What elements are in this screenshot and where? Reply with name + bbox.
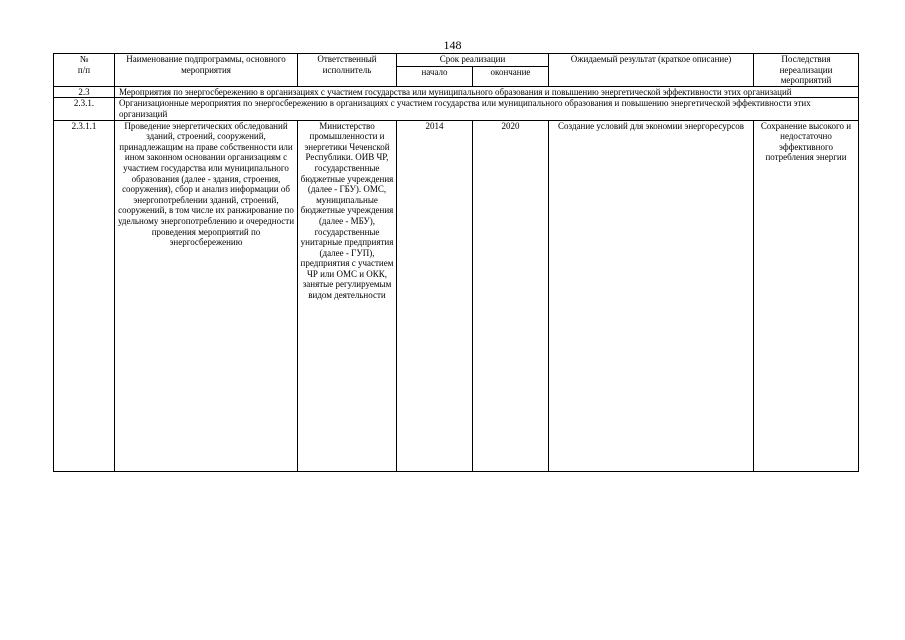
section-title: Мероприятия по энергосбережению в организациях с участием государства или муниципального образования и повышению энергетической эффективности этих организаций <box>115 86 859 98</box>
header-name: Наименование подпрограммы, основного мероприятия <box>115 54 298 87</box>
row-number: 2.3.1.1 <box>54 120 115 471</box>
section-number: 2.3 <box>54 86 115 98</box>
header-end: окончание <box>473 66 549 86</box>
header-row <box>54 54 859 67</box>
row-consequences: Сохранение высокого и недостаточно эффективного потребления энергии <box>754 120 859 471</box>
header-result: Ожидаемый результат (краткое описание) <box>549 54 754 87</box>
header-number <box>54 54 115 87</box>
header-consequences: Последствия нереализации мероприятий <box>754 54 859 87</box>
table-row <box>54 120 859 471</box>
row-name: Проведение энергетических обследований зданий, строений, сооружений, принадлежащим на праве собственности или ином законном основании организациям с участием государства или муниципального образования (далее - здания, строения, сооружения), сбор и анализ информации об энергопотреблении зданий, строений, сооружений, в том числе их ранжирование по удельному энергопотреблению и очередности проведения мероприятий по энергосбережению <box>115 120 298 471</box>
section-row <box>54 86 859 98</box>
section-row <box>54 98 859 120</box>
section-number: 2.3.1. <box>54 98 115 120</box>
header-number-line1: № <box>79 54 89 64</box>
measures-table <box>53 53 859 472</box>
header-executor: Ответственный исполнитель <box>298 54 397 87</box>
header-term: Срок реализации <box>397 54 549 67</box>
row-result: Создание условий для экономии энергоресурсов <box>549 120 754 471</box>
header-number-line2: п/п <box>77 64 91 75</box>
section-title: Организационные мероприятия по энергосбережению в организациях с участием государства или муниципального образования и повышению энергетической эффективности этих организаций <box>115 98 859 120</box>
page-number: 148 <box>443 38 462 52</box>
row-executor: Министерство промышленности и энергетики Чеченской Республики. ОИВ ЧР, государственные бюджетные учреждения (далее - ГБУ). ОМС, муниципальные бюджетные учреждения (далее - МБУ), государственные унитарные предприятия (далее - ГУП), предприятия с участием ЧР или ОМС и ОКК, занятые регулируемым видом деятельности <box>298 120 397 471</box>
header-start: начало <box>397 66 473 86</box>
row-end: 2020 <box>473 120 549 471</box>
row-start: 2014 <box>397 120 473 471</box>
